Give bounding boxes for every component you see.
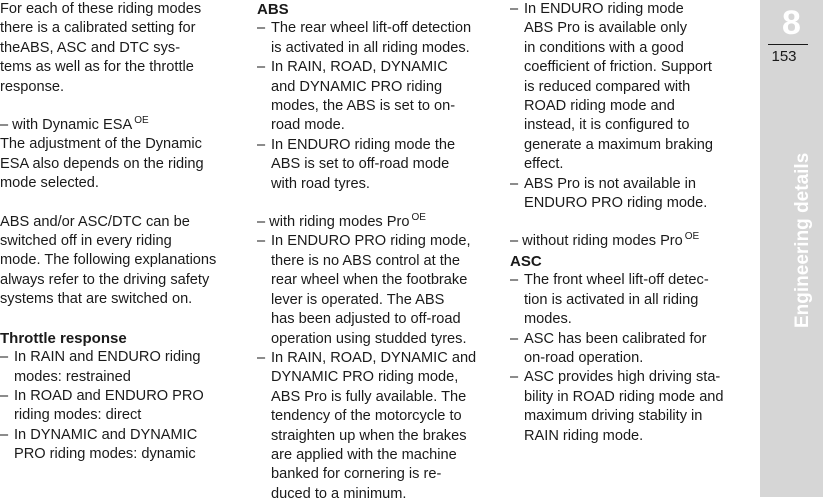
riding-modes-pro-list — [257, 232, 497, 504]
list-item: – ASC has been calibrated for on-road operation. — [510, 330, 755, 369]
riding-modes-pro-subheading: – with riding modes Pro $^{OE}$ — [257, 212, 426, 231]
oe-superscript: OE — [134, 115, 149, 127]
abs-list — [257, 19, 497, 194]
switch-off-paragraph: ABS and/or ASC/DTC can be switched off in every riding mode. The following explanations always refer to the driving safety systems that are switched on. — [0, 213, 217, 308]
section-title: Engineering details — [792, 152, 813, 328]
list-item: – In RAIN, ROAD, DYNAMIC and DYNAMIC PRO riding mode, ABS Pro is fully available. The tendency of the motorcycle to straighten up when the brakes are applied with the machine banked for cornering is re- duced to a minimum. — [257, 349, 497, 504]
list-item: – The front wheel lift-off detec- tion is activated in all riding modes. — [510, 271, 755, 329]
list-item: – ASC provides high driving sta- bility in ROAD riding mode and maximum driving stability in RAIN riding mode. — [510, 368, 755, 446]
list-item: – In RAIN and ENDURO riding modes: restrained — [0, 348, 245, 387]
enduro-abs-pro-list — [510, 0, 755, 213]
chapter-tab — [760, 0, 823, 497]
page-number: 153 — [771, 48, 797, 65]
without-riding-modes-pro-subheading: – without riding modes Pro $^{OE}$ — [510, 231, 700, 250]
list-item: – In ENDURO riding mode the ABS is set to off-road mode with road tyres. — [257, 136, 497, 194]
text-column-2 — [257, 0, 497, 504]
text-column-3 — [510, 0, 755, 446]
throttle-response-heading: Throttle response — [0, 329, 127, 347]
text-column-1 — [0, 0, 245, 465]
throttle-response-list — [0, 348, 245, 464]
asc-heading: ASC — [510, 252, 542, 270]
chapter-divider — [768, 44, 808, 45]
asc-list — [510, 271, 755, 446]
oe-superscript: OE — [411, 212, 426, 224]
list-item: – In RAIN, ROAD, DYNAMIC and DYNAMIC PRO riding modes, the ABS is set to on- road mode. — [257, 58, 497, 136]
list-item: – ABS Pro is not available in ENDURO PRO riding mode. — [510, 175, 755, 214]
list-item: – In ENDURO PRO riding mode, there is no ABS control at the rear wheel when the footbrake lever is operated. The ABS has been adjusted to off-road operation using studded tyres. — [257, 232, 497, 348]
oe-superscript: OE — [684, 231, 700, 243]
list-item: – In ROAD and ENDURO PRO riding modes: direct — [0, 387, 245, 426]
list-item: – In ENDURO riding mode ABS Pro is available only in conditions with a good coefficient of friction. Support is reduced compared with ROAD riding mode and instead, it is configured to generate a maximum braking effect. — [510, 0, 755, 175]
esa-paragraph: The adjustment of the Dynamic ESA also depends on the riding mode selected. — [0, 136, 204, 192]
chapter-number: 8 — [782, 4, 801, 42]
list-item: – The rear wheel lift-off detection is activated in all riding modes. — [257, 19, 497, 58]
abs-heading: ABS — [257, 1, 289, 18]
intro-paragraph: For each of these riding modes there is a calibrated setting for theABS, ASC and DTC sys- tems as well as for the throttle response. — [0, 1, 202, 95]
esa-subheading: – with Dynamic ESA $^{OE}$ — [0, 115, 149, 134]
list-item: – In DYNAMIC and DYNAMIC PRO riding modes: dynamic — [0, 426, 245, 465]
